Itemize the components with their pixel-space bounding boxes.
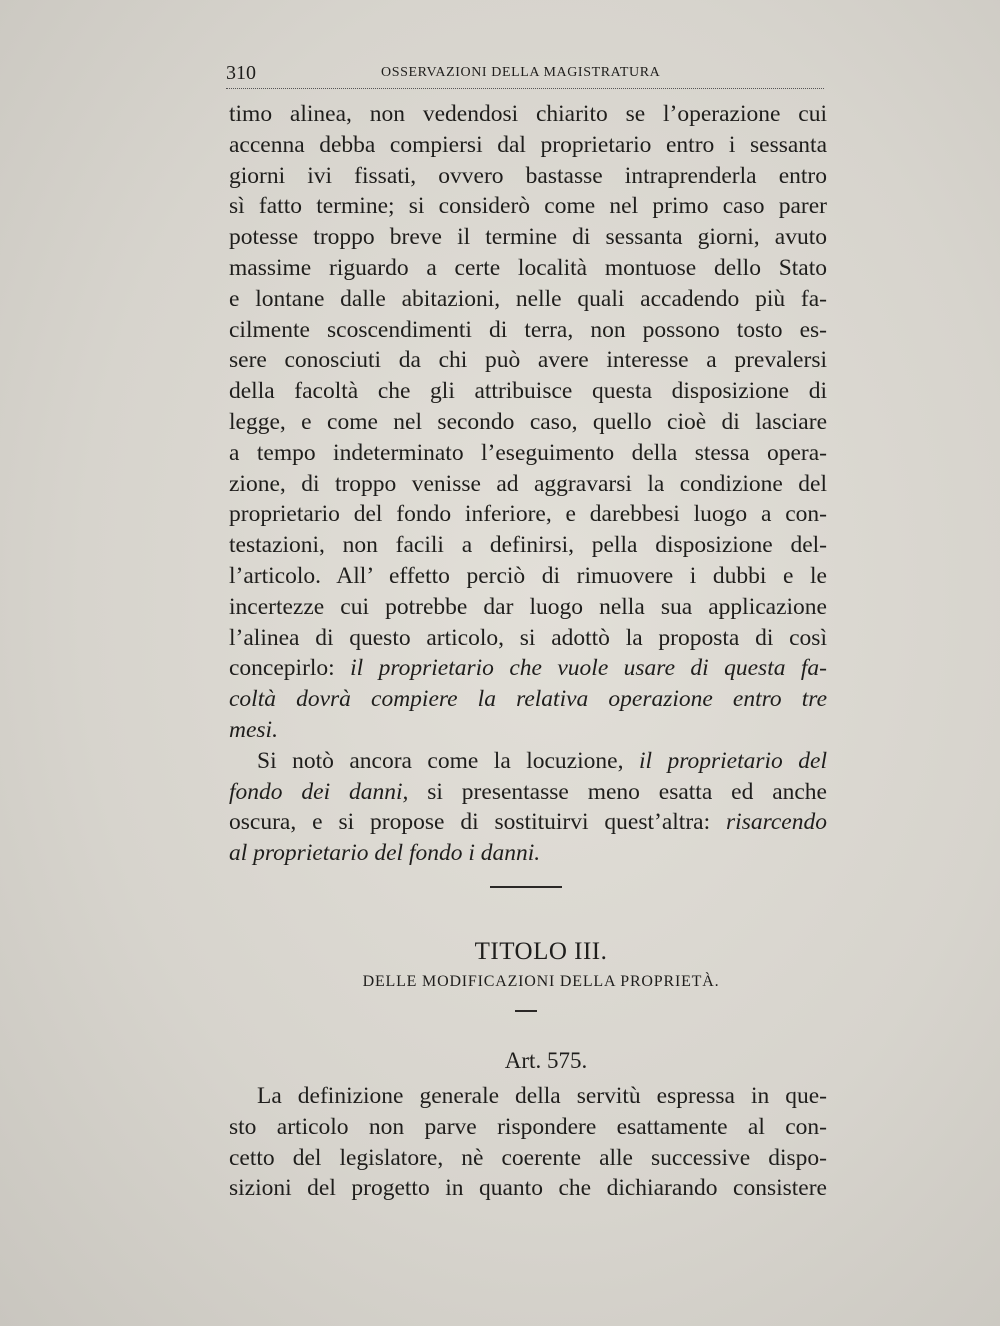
text-run: oscura, e si propose di sostituirvi quest’altra: (229, 809, 727, 836)
section-rule (490, 886, 562, 888)
text-line: proprietario del fondo inferiore, e darebbesi luogo a con- (229, 501, 827, 528)
text-line: sto articolo non parve rispondere esattamente al con- (229, 1113, 827, 1140)
article-text (229, 1081, 827, 1204)
text-line (229, 746, 827, 777)
text-line: sere conosciuti da chi può avere interesse a prevalersi (229, 347, 827, 374)
text-line: l’alinea di questo articolo, si adottò la proposta di così (229, 624, 827, 651)
text-line: La definizione generale della servitù espressa in que- (257, 1083, 827, 1109)
italic-run: il proprietario del (638, 747, 827, 774)
text-line: zione, di troppo venisse ad aggravarsi la condizione del (229, 470, 827, 497)
text-line: massime riguardo a certe località montuose dello Stato (229, 254, 827, 281)
text-line: incertezze cui potrebbe dar luogo nella sua applicazione (229, 593, 827, 620)
text-line (229, 838, 827, 869)
text-line: accenna debba compiersi dal proprietario entro i sessanta (229, 131, 827, 158)
body-text (229, 99, 827, 869)
page-number: 310 (226, 62, 256, 84)
italic-run: mesi. (229, 716, 278, 743)
text-line: legge, e come nel secondo caso, quello cioè di lasciare (229, 408, 827, 435)
italic-run: il proprietario che vuole usare di questa fa- (350, 655, 827, 682)
text-line (229, 715, 827, 746)
page-header (226, 62, 824, 89)
text-line: l’articolo. All’ effetto perciò di rimuovere i dubbi e le (229, 562, 827, 589)
text-line (229, 807, 827, 838)
section-dash (515, 1010, 537, 1012)
text-line: giorni ivi fissati, ovvero bastasse intraprenderla entro (229, 162, 827, 189)
text-line: della facoltà che gli attribuisce questa disposizione di (229, 378, 827, 405)
running-head: OSSERVAZIONI DELLA MAGISTRATURA (381, 65, 661, 80)
text-line (229, 653, 827, 684)
text-line: cetto del legislatore, nè coerente alle successive dispo- (229, 1144, 827, 1171)
text-line: potesse troppo breve il termine di sessanta giorni, avuto (229, 224, 827, 251)
text-run: Si notò ancora come la locuzione, (257, 747, 639, 774)
italic-run: al proprietario del fondo i danni. (229, 840, 541, 867)
text-line: sizioni del progetto in quanto che dichiarando consistere (229, 1175, 827, 1202)
section-subtitle: DELLE MODIFICAZIONI DELLA PROPRIETÀ. (362, 973, 720, 990)
text-run: si presentasse meno esatta ed anche (408, 778, 827, 805)
text-line: timo alinea, non vedendosi chiarito se l’operazione cui (229, 101, 827, 127)
text-run: concepirlo: (229, 655, 351, 682)
text-line: e lontane dalle abitazioni, nelle quali accadendo più fa- (229, 285, 827, 312)
text-line: a tempo indeterminato l’eseguimento della stessa opera- (229, 439, 827, 466)
text-line: sì fatto termine; si considerò come nel primo caso parer (229, 193, 827, 220)
section-title: TITOLO III. (474, 938, 608, 965)
italic-run: risarcendo (726, 809, 827, 836)
italic-run: fondo dei danni, (229, 778, 409, 805)
text-line: cilmente scoscendimenti di terra, non possono tosto es- (229, 316, 827, 343)
text-line (229, 684, 827, 715)
text-line (229, 777, 827, 808)
italic-run: coltà dovrà compiere la relativa operazione entro tre (229, 686, 827, 713)
text-line: testazioni, non facili a definirsi, pella disposizione del- (229, 532, 827, 559)
article-heading: Art. 575. (504, 1048, 588, 1073)
